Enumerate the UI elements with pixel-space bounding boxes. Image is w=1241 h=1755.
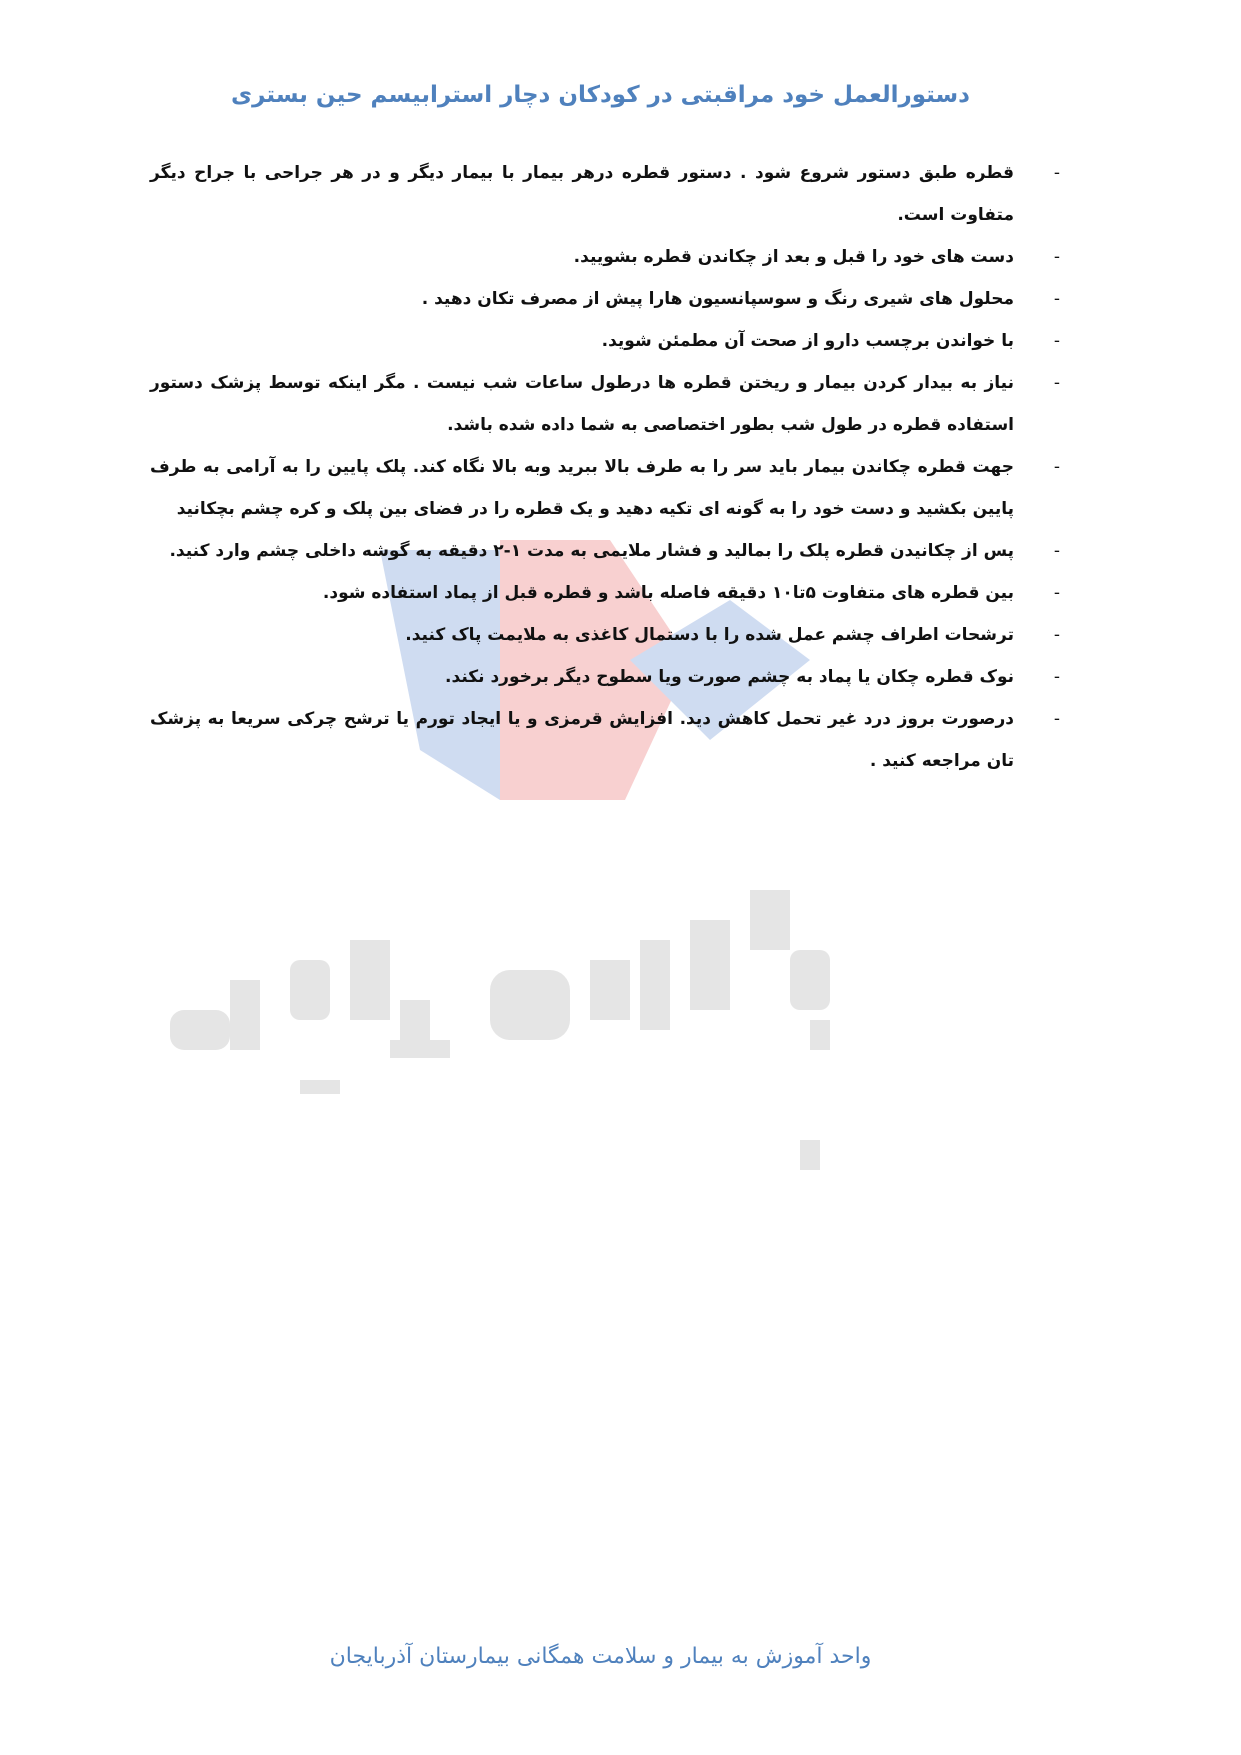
list-item-text: پس از چکانیدن قطره پلک را بمالید و فشار ملایمی به مدت ۱-۲ دقیقه به گوشه داخلی چشم وارد کنید.: [169, 541, 1014, 561]
list-item: [150, 320, 1060, 362]
bullet-dash: -: [1053, 373, 1060, 393]
list-item-text: بین قطره های متفاوت ۵تا۱۰ دقیقه فاصله باشد و قطره قبل از پماد استفاده شود.: [322, 583, 1014, 603]
list-item: [150, 530, 1060, 572]
list-item-text: با خواندن برچسب دارو از صحت آن مطمئن شوید.: [601, 331, 1014, 351]
page-footer: واحد آموزش به بیمار و سلامت همگانی بیمارستان آذربایجان: [329, 1644, 872, 1669]
list-item: [150, 152, 1060, 236]
list-item-text: نوک قطره چکان یا پماد به چشم صورت ویا سطوح دیگر برخورد نکند.: [445, 667, 1014, 687]
bullet-dash: -: [1053, 163, 1060, 183]
list-item-text: جهت قطره چکاندن بیمار باید سر را به طرف بالا ببرید وبه بالا نگاه کند. پلک پایین را به آرامی به طرف پایین بکشید و دست خود را به گونه ای تکیه دهید و یک قطره را در فضای بین پلک و کره چشم بچکانید: [150, 457, 1014, 519]
bullet-dash: -: [1053, 457, 1060, 477]
list-item: [150, 698, 1060, 782]
list-item: [150, 572, 1060, 614]
page-title: دستورالعمل خود مراقبتی در کودکان دچار استرابیسم حین بستری: [231, 82, 970, 108]
list-item-text: درصورت بروز درد غیر تحمل کاهش دید. افزایش قرمزی و یا ایجاد تورم یا ترشح چرکی سریعا به پزشک تان مراجعه کنید .: [150, 709, 1014, 771]
list-item: [150, 362, 1060, 446]
bullet-dash: -: [1053, 247, 1060, 267]
list-item: [150, 446, 1060, 530]
list-item-text: دست های خود را قبل و بعد از چکاندن قطره بشویید.: [573, 247, 1014, 267]
bullet-dash: -: [1053, 583, 1060, 603]
list-item-text: قطره طبق دستور شروع شود . دستور قطره درهر بیمار با بیمار دیگر و در هر جراحی با جراح دیگر متفاوت است.: [150, 163, 1014, 225]
bullet-dash: -: [1053, 541, 1060, 561]
bullet-dash: -: [1053, 625, 1060, 645]
list-item: [150, 614, 1060, 656]
list-item-text: ترشحات اطراف چشم عمل شده را با دستمال کاغذی به ملایمت پاک کنید.: [405, 625, 1014, 645]
instruction-list: [150, 152, 1060, 782]
bullet-dash: -: [1053, 289, 1060, 309]
list-item: [150, 236, 1060, 278]
list-item: [150, 656, 1060, 698]
list-item-text: محلول های شیری رنگ و سوسپانسیون هارا پیش از مصرف تکان دهید .: [421, 289, 1014, 309]
bullet-dash: -: [1053, 667, 1060, 687]
bullet-dash: -: [1053, 331, 1060, 351]
watermark-gray-script: [170, 890, 830, 1170]
bullet-dash: -: [1053, 709, 1060, 729]
list-item: [150, 278, 1060, 320]
list-item-text: نیاز به بیدار کردن بیمار و ریختن قطره ها درطول ساعات شب نیست . مگر اینکه توسط پزشک دستور استفاده قطره در طول شب بطور اختصاصی به شما داده شده باشد.: [150, 373, 1014, 435]
